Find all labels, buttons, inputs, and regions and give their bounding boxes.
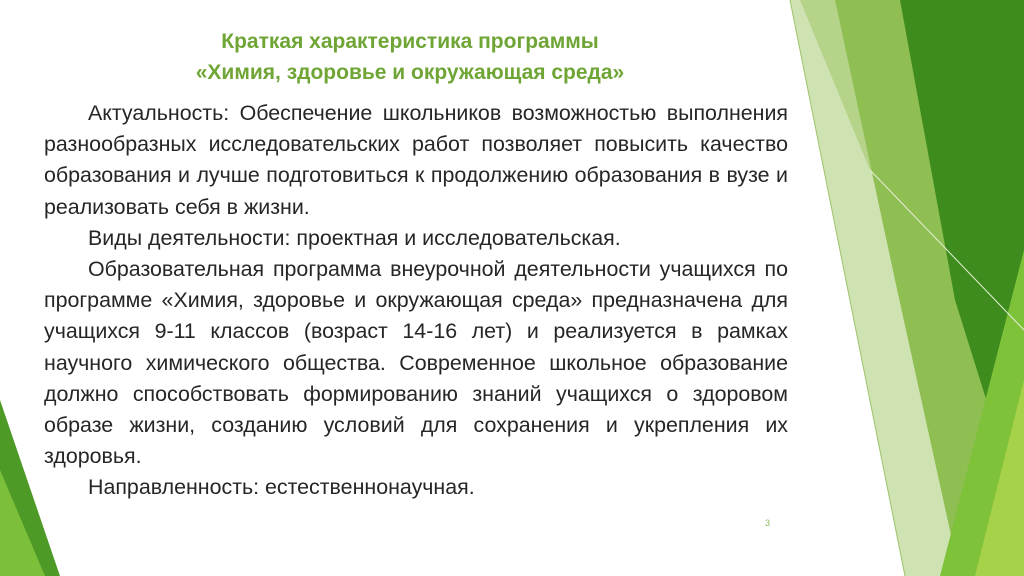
title-line-2: «Химия, здоровье и окружающая среда»	[195, 61, 625, 84]
paragraph-relevance: Актуальность: Обеспечение школьников возможностью выполнения разнообразных исследовательских работ позволяет повысить качество образования и лучше подготовиться к продолжению образования в вузе и реализовать себя в жизни.	[44, 101, 788, 219]
paragraph-program-description: Образовательная программа внеурочной деятельности учащихся по программе «Химия, здоровье и окружающая среда» предназначена для учащихся 9-11 классов (возраст 14-16 лет) и реализуется в рамках научного химического общества. Современное школьное образование должно способствовать формированию знаний учащихся о здоровом образе жизни, созданию условий для сохранения и укрепления их здоровья.	[44, 257, 788, 469]
slide-number: 3	[765, 518, 771, 528]
body-text	[44, 98, 788, 504]
slide-title	[130, 26, 690, 88]
paragraph-orientation: Направленность: естественнонаучная.	[88, 475, 475, 500]
paragraph-activity-types: Виды деятельности: проектная и исследовательская.	[88, 225, 621, 250]
title-line-1: Краткая характеристика программы	[221, 30, 599, 53]
